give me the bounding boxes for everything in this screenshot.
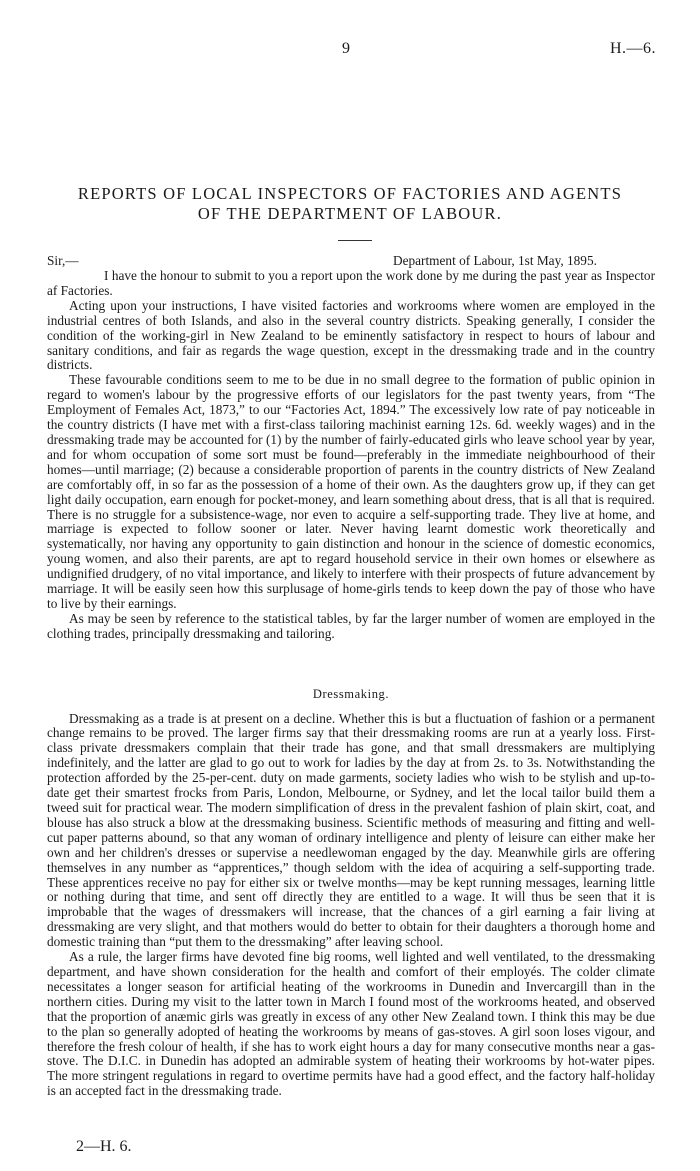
letter-header <box>47 254 655 269</box>
section-paragraph: Dressmaking as a trade is at present on a decline. Whether this is but a fluctuation of fashion or a permanent change remains to be proved. The larger firms say that their dressmaking rooms are run at a yearly loss. First-class private dressmakers complain that their trade has gone, and that small dressmakers are multiplying indefinitely, and the latter are glad to go out to work for ladies by the day at from 2s. to 3s. Notwithstanding the protection afforded by the 25-per-cent. duty on made garments, society ladies who wish to be stylish and up-to-date get their smartest frocks from Paris, London, Melbourne, or Sydney, and let the local tailor build them a tweed suit for practical wear. The modern simplification of dress in the prevalent fashion of plain skirt, coat, and blouse has also struck a blow at the dressmaking business. Scientific methods of measuring and fitting and well-cut paper patterns abound, so that any woman of ordinary intelligence and plenty of leisure can either make her own and her children's dresses or supervise a needlewoman engaged by the day. Meanwhile girls are offering themselves in any number as “apprentices,” though seldom with the idea of acquiring a self-supporting trade. These apprentices receive no pay for either six or twelve months—may be kept running messages, learning little or nothing during that time, and sent off directly they are entitled to a wage. It will thus be seen that it is improbable that the wages of dressmakers will increase, that the chances of a girl earning a fair living at dressmaking are very slight, and that mothers would do better to obtain for their daughters a thorough home and domestic training than “put them to the dressmaking” after leaving school. <box>47 710 655 950</box>
report-body <box>47 254 655 1099</box>
letter-paragraph: Acting upon your instructions, I have visited factories and workrooms where women are employed in the industrial centres of both Islands, and also in the several country districts. Speaking generally, I consider the condition of the working-girl in New Zealand to be eminently satisfactory in respect to hours of labour and sanitary conditions, and fair as regards the wage question, except in the dressmaking trade and in the country districts. <box>47 297 655 373</box>
title-divider <box>338 240 372 241</box>
report-title-line-2: OF THE DEPARTMENT OF LABOUR. <box>197 204 503 223</box>
section-paragraph: As a rule, the larger firms have devoted fine big rooms, well lighted and well ventilated, to the dressmaking department, and have shown consideration for the health and comfort of their employés. The colder climate necessitates a longer season for artificial heating of the workrooms in Dunedin and Invercargill than in the northern cities. During my visit to the latter town in March I found most of the workrooms heated, and observed that the proportion of anæmic girls was greatly in excess of any other New Zealand town. I think this may be due to the plan so generally adopted of heating the workrooms by means of gas-stoves. A girl soon loses vigour, and therefore the fresh colour of health, if she has to work eight hours a day for many consecutive months near a gas-stove. The D.I.C. in Dunedin has adopted an admirable system of heating their workrooms by hot-water pipes. The more stringent regulations in regard to overtime permits have had a good effect, and the factory half-holiday is an accepted fact in the dressmaking trade. <box>47 949 655 1099</box>
page-number: 9 <box>342 40 350 57</box>
report-title-line-1: REPORTS OF LOCAL INSPECTORS OF FACTORIES AND AGENTS <box>77 184 623 203</box>
report-title <box>30 184 670 224</box>
date-line: Department of Labour, 1st May, 1895. <box>393 253 597 268</box>
letter-paragraph: These favourable conditions seem to me to be due in no small degree to the formation of public opinion in regard to women's labour by the progressive efforts of our legislators for the past twenty years, from “The Employment of Females Act, 1873,” to our “Factories Act, 1894.” The excessively low rate of pay noticeable in the country districts (I have met with a first-class tailoring machinist earning 12s. 6d. weekly wages) and in the dressmaking trade may be accounted for (1) by the number of fairly-educated girls who leave school year by year, and for whom occupation of some sort must be found—preferably in the immediate neighbourhood of their homes—until marriage; (2) because a considerable proportion of parents in the country districts of New Zealand are comfortably off, in so far as the possession of a home of their own. As the daughters grow up, if they can get light daily occupation, earn enough for pocket-money, and learn something about dress, that is all that is required. There is no struggle for a subsistence-wage, nor even to acquire a self-supporting trade. They live at home, and marriage is expected to follow sooner or later. Never having learnt domestic work theoretically and systematically, nor having any opportunity to gain distinction and honour in the science of domestic economics, young women, and also their parents, are apt to regard household service in their own homes or elsewhere as undignified drudgery, of no vital importance, and likely to interfere with their prospects of future advancement by marriage. It will be easily seen how this surplusage of home-girls tends to keep down the pay of those who have to live by their earnings. <box>47 372 655 611</box>
letter-paragraph: As may be seen by reference to the statistical tables, by far the larger number of women are employed in the clothing trades, principally dressmaking and tailoring. <box>47 610 655 641</box>
section-heading: Dressmaking. <box>312 686 390 701</box>
paper-reference: H.—6. <box>609 40 656 57</box>
signature-mark: 2—H. 6. <box>76 1138 132 1155</box>
salutation: Sir,— <box>47 253 79 268</box>
letter-paragraph: I have the honour to submit to you a report upon the work done by me during the past year as Inspector af Factories. <box>47 268 655 298</box>
